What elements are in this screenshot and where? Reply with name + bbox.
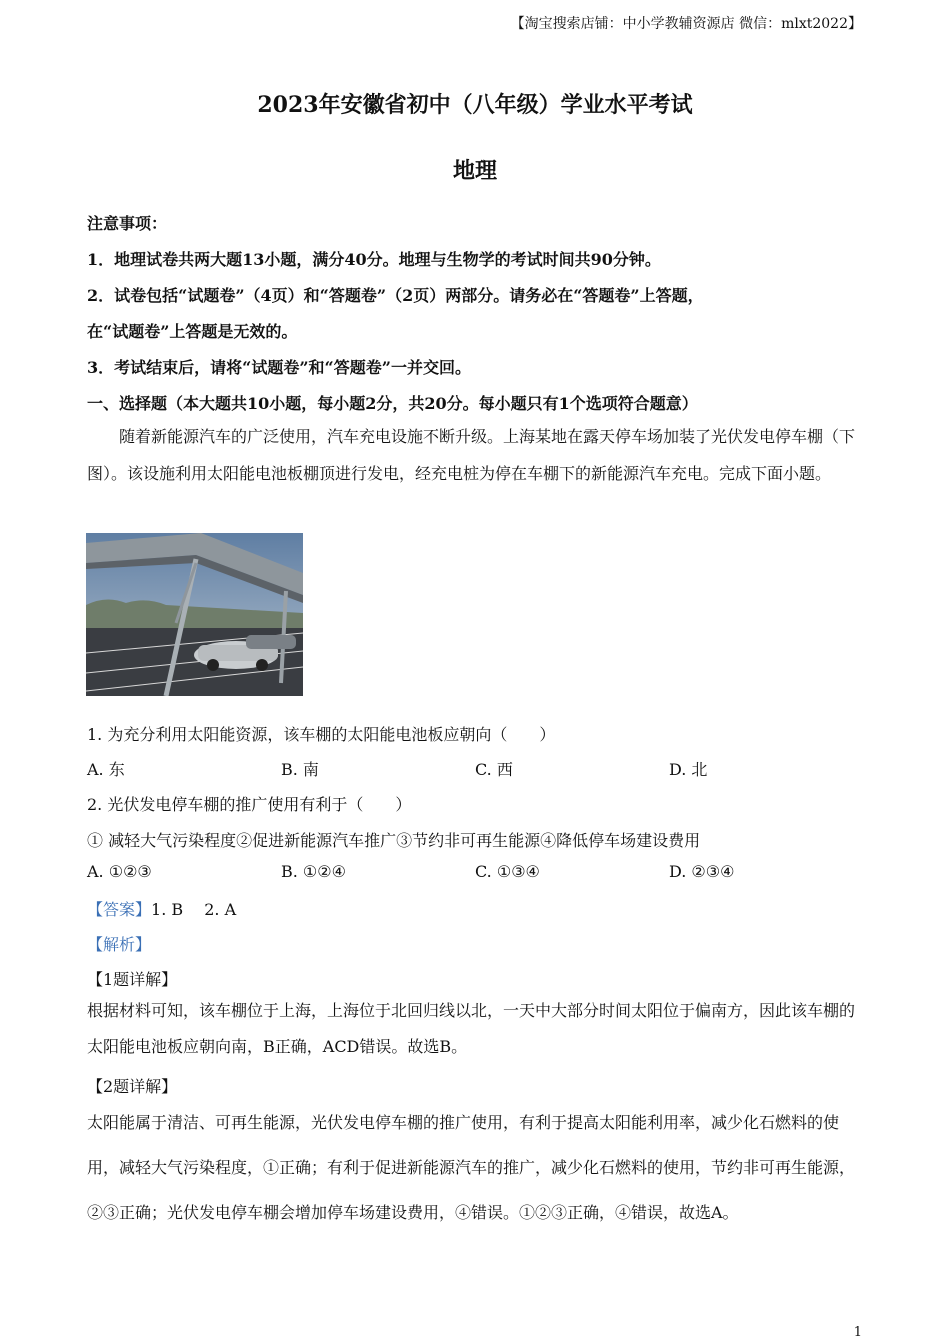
notes-item: 2．试卷包括“试题卷”（4页）和“答题卷”（2页）两部分。请务必在“答题卷”上答题， <box>87 286 704 305</box>
q1-option-a[interactable]: A. 东 <box>87 760 125 779</box>
answer-label: 【答案】 <box>87 900 152 919</box>
header-note: 【淘宝搜索店铺：中小学教辅资源店 微信：mlxt2022】 <box>510 16 862 32</box>
q2-option-d[interactable]: D. ②③④ <box>669 862 735 881</box>
notes-item: 3．考试结束后，请将“试题卷”和“答题卷”一并交回。 <box>87 358 471 377</box>
material-paragraph: 随着新能源汽车的广泛使用，汽车充电设施不断升级。上海某地在露天停车场加装了光伏发电停车棚（下图）。该设施利用太阳能电池板棚顶进行发电，经充电桩为停在车棚下的新能源汽车充电。完成下面小题。 <box>87 427 856 483</box>
q2-option-a[interactable]: A. ①②③ <box>87 862 152 881</box>
analysis-label: 【解析】 <box>87 935 152 954</box>
q2-option-b[interactable]: B. ①②④ <box>281 862 346 881</box>
notes-item: 在“试题卷”上答题是无效的。 <box>87 322 298 341</box>
question-1-stem: 1. 为充分利用太阳能资源，该车棚的太阳能电池板应朝向（ ） <box>87 725 556 744</box>
answer-text: 1. B 2. A <box>151 900 237 919</box>
q1-option-d[interactable]: D. 北 <box>669 760 708 779</box>
subject-title: 地理 <box>452 158 497 184</box>
detail-1-text: 根据材料可知，该车棚位于上海，上海位于北回归线以北，一天中大部分时间太阳位于偏南方，因此该车棚的太阳能电池板应朝向南，B正确，ACD错误。故选B。 <box>87 1001 856 1056</box>
page-number: 1 <box>853 1325 862 1340</box>
answer-line <box>87 897 236 920</box>
q1-option-b[interactable]: B. 南 <box>281 760 319 779</box>
notes-heading: 注意事项： <box>87 214 168 233</box>
q2-option-c[interactable]: C. ①③④ <box>475 862 540 881</box>
notes-item: 1．地理试卷共两大题13小题，满分40分。地理与生物学的考试时间共90分钟。 <box>87 250 661 269</box>
detail-2-label: 【2题详解】 <box>87 1077 178 1096</box>
q1-option-c[interactable]: C. 西 <box>475 760 513 779</box>
carport-photo <box>86 533 303 696</box>
exam-title: 2023年安徽省初中（八年级）学业水平考试 <box>257 92 693 118</box>
detail-1-label: 【1题详解】 <box>87 970 178 989</box>
section-heading: 一、选择题（本大题共10小题，每小题2分，共20分。每小题只有1个选项符合题意） <box>87 394 698 413</box>
question-2-statements: ① 减轻大气污染程度②促进新能源汽车推广③节约非可再生能源④降低停车场建设费用 <box>87 831 701 850</box>
question-2-stem: 2. 光伏发电停车棚的推广使用有利于（ ） <box>87 795 412 814</box>
detail-2-text: 太阳能属于清洁、可再生能源，光伏发电停车棚的推广使用，有利于提高太阳能利用率，减少化石燃料的使用，减轻大气污染程度，①正确；有利于促进新能源汽车的推广，减少化石燃料的使用，节约非可再生能源，②③正确；光伏发电停车棚会增加停车场建设费用，④错误。①②③正确，④错误，故选A。 <box>87 1113 856 1222</box>
